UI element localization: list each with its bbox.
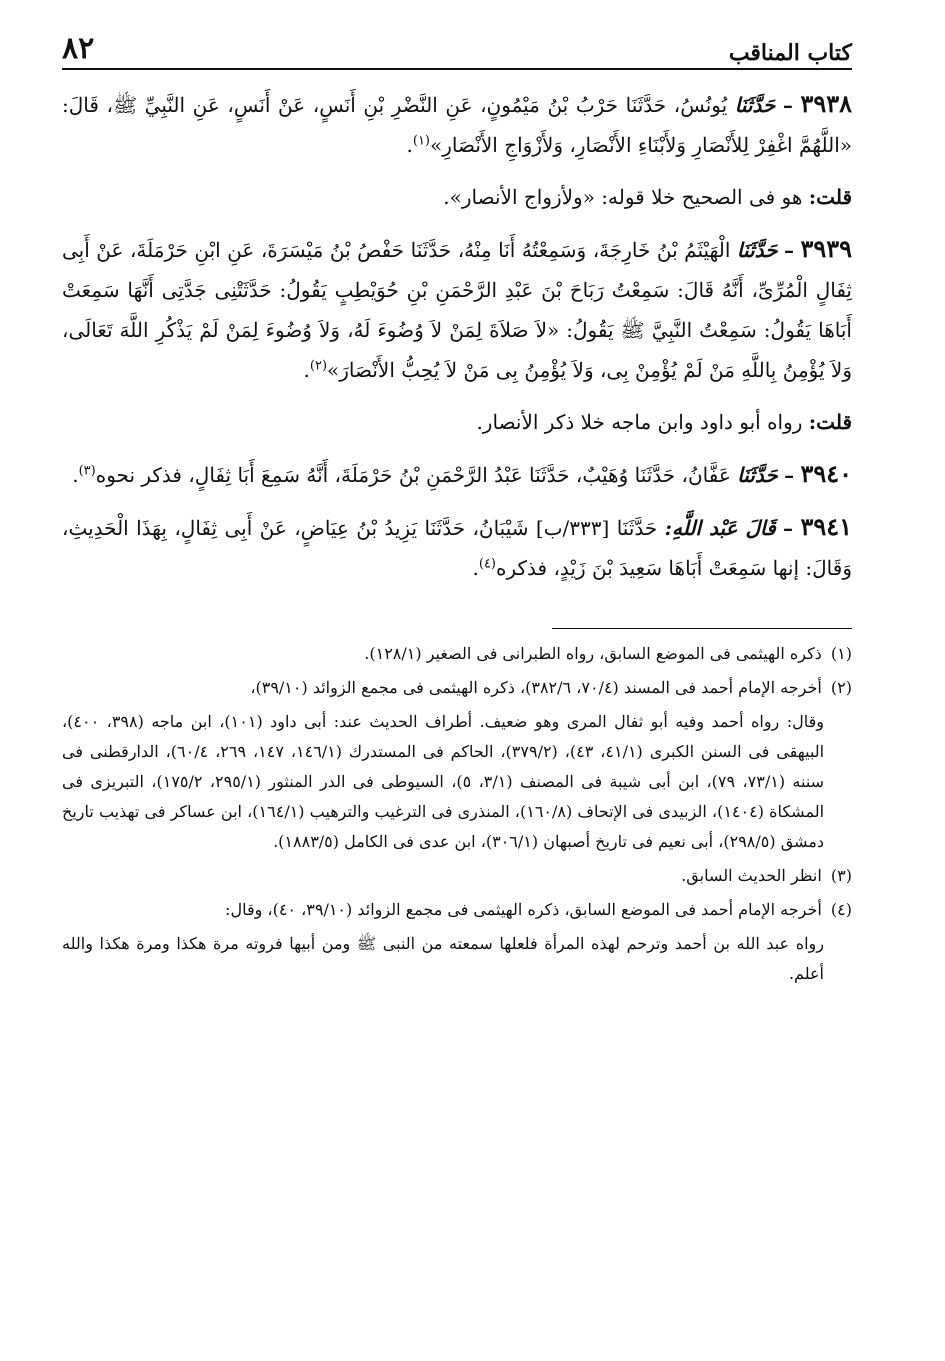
hadith-number: ٣٩٣٨ xyxy=(800,89,853,118)
page-number: ٨٢ xyxy=(62,31,95,66)
hadith-number: ٣٩٣٩ xyxy=(800,234,853,263)
hadith-end: . xyxy=(472,556,479,580)
hadith-dash: – xyxy=(784,463,795,487)
footnote-text: أخرجه الإمام أحمد فى الموضع السابق، ذكره الهيثمى فى مجمع الزوائد (٣٩/١٠، ٤٠)، وقال: xyxy=(225,900,822,919)
hadith-dash: – xyxy=(783,516,794,540)
hadith-text: يُونُسُ، حَدَّثَنَا حَرْبُ بْنُ مَيْمُونٍ، عَنِ النَّضْرِ بْنِ أَنَسٍ، عَنْ أَنَسٍ، عَنِ النَّبِيِّ ﷺ، قَالَ: «اللَّهُمَّ اغْفِرْ لِلأَنْصَارِ وَلأَبْنَاءِ الأَنْصَارِ، وَلأَزْوَاجِ الأَنْصَارِ» xyxy=(62,93,852,157)
footnote-separator xyxy=(552,628,852,629)
hadith-dash: – xyxy=(783,238,794,262)
note-label: قلت: xyxy=(808,185,852,209)
footnote-4 xyxy=(62,895,852,925)
page-header xyxy=(62,22,852,70)
main-text xyxy=(62,84,852,588)
footnote-2 xyxy=(62,673,852,703)
footnote-id: (٣) xyxy=(830,866,852,885)
footnote-3 xyxy=(62,861,852,891)
footnote-ref: (٣) xyxy=(78,463,96,479)
hadith-text: حَدَّثَنَا [٣٣٣/ب] شَيْبَانُ، حَدَّثَنَا يَزِيدُ بْنُ عِيَاضٍ، عَنْ أَبِى ثِفَالٍ، بِهَذَا الْحَدِيثِ، وَقَالَ: إنها سَمِعَتْ أَبَاهَا سَعِيدَ بْنَ زَيْدٍ، فذكره xyxy=(62,516,852,580)
hadith-lead: حَدَّثَنَا xyxy=(736,238,778,262)
footnote-ref: (٢) xyxy=(309,358,328,374)
hadith-text: عَفَّانُ، حَدَّثَنَا وُهَيْبٌ، حَدَّثَنَا عَبْدُ الرَّحْمَنِ بْنُ حَرْمَلَةَ، أَنَّهُ سَمِعَ أَبَا ثِفَالٍ، فذكر نحوه xyxy=(95,463,731,487)
book-title: كتاب المناقب xyxy=(728,40,852,66)
hadith-3941 xyxy=(62,507,852,588)
note-label: قلت: xyxy=(808,410,852,434)
hadith-end: . xyxy=(406,133,413,157)
hadith-end: . xyxy=(72,463,79,487)
hadith-text: الْهَيْثَمُ بْنُ خَارِجَةَ، وَسَمِعْتُهُ أَنَا مِنْهُ، حَدَّثَنَا حَفْصُ بْنُ مَيْسَرَةَ، عَنِ ابْنِ حَرْمَلَةَ، عَنْ أَبِى ثِفَالٍ الْمُرِّىِّ، أَنَّهُ قَالَ: سَمِعْتُ رَبَاحَ بْنَ عَبْدِ الرَّحْمَنِ بْنِ حُوَيْطِبٍ يَقُولُ: حَدَّثَتْنِى جَدَّتِى أَنَّهَا سَمِعَتْ أَبَاهَا يَقُولُ: سَمِعْتُ النَّبِيَّ ﷺ يَقُولُ: «لاَ صَلاَةَ لِمَنْ لاَ وُضُوءَ لَهُ، وَلاَ وُضُوءَ لِمَنْ لَمْ يَذْكُرِ اللَّهَ تَعَالَى، وَلاَ يُؤْمِنُ بِاللَّهِ مَنْ لَمْ يُؤْمِنْ بِى، وَلاَ يُؤْمِنُ بِى مَنْ لاَ يُحِبُّ الأَنْصَارَ» xyxy=(62,238,852,382)
hadith-number: ٣٩٤١ xyxy=(800,512,852,541)
hadith-3938 xyxy=(62,84,852,165)
footnote-2-continued: وقال: رواه أحمد وفيه أبو ثفال المرى وهو ضعيف. أطراف الحديث عند: أبى داود (١٠١)، ابن ماجه (٣٩٨، ٤٠٠)، البيهقى فى السنن الكبرى (٤١/١، ٤٣)، (٣٧٩/٢)، الحاكم فى المستدرك (١٤٦/١، ١٤٧، ٢٦٩، ٦٠/٤)، الدارقطنى فى سننه (٧٣/١، ٧٩)، ابن أبى شيبة فى المصنف (٣/١، ٥)، السيوطى فى الدر المنثور (٢٩٥/١، ١٧٥/٢)، التبريزى فى المشكاة (١٤٠٤)، الزبيدى فى الإتحاف (١٦٠/٨)، المنذرى فى الترغيب والترهيب (١٦٤/١)، ابن عساكر فى تهذيب تاريخ دمشق (٢٩٨/٥)، أبى نعيم فى تاريخ أصبهان (٣٠٦/١)، ابن عدى فى الكامل (١٨٨٣/٥). xyxy=(62,712,825,851)
footnote-ref: (١) xyxy=(412,133,430,149)
footnote-ref: (٤) xyxy=(478,556,496,572)
hadith-3940 xyxy=(62,454,852,495)
note-text: هو فى الصحيح خلا قوله: «ولأزواج الأنصار». xyxy=(443,185,803,209)
hadith-3939 xyxy=(62,229,852,390)
footnotes xyxy=(62,639,852,989)
note-3939 xyxy=(62,402,852,442)
book-page xyxy=(62,22,852,1342)
hadith-lead: حَدَّثَنَا xyxy=(737,463,778,487)
footnote-id: (١) xyxy=(830,644,852,663)
hadith-dash: – xyxy=(782,93,793,117)
hadith-end: . xyxy=(303,358,310,382)
footnote-id: (٢) xyxy=(830,678,852,697)
footnote-1 xyxy=(62,639,852,669)
hadith-lead: قَالَ عَبْد اللَّهِ: xyxy=(664,516,776,540)
note-3938 xyxy=(62,177,852,217)
hadith-lead: حَدَّثَنَا xyxy=(734,93,776,117)
footnote-text: أخرجه الإمام أحمد فى المسند (٧٠/٤، ٣٨٢/٦)، ذكره الهيثمى فى مجمع الزوائد (٣٩/١٠)، xyxy=(250,678,822,697)
hadith-number: ٣٩٤٠ xyxy=(800,459,852,488)
footnote-text: انظر الحديث السابق. xyxy=(681,866,822,885)
footnote-id: (٤) xyxy=(830,900,852,919)
note-text: رواه أبو داود وابن ماجه خلا ذكر الأنصار. xyxy=(476,410,803,434)
footnote-text: ذكره الهيثمى فى الموضع السابق، رواه الطبرانى فى الصغير (١٢٨/١). xyxy=(364,644,822,663)
footnote-4-continued: رواه عبد الله بن أحمد وترحم لهذه المرأة فلعلها سمعته من النبى ﷺ ومن أبيها فروته مرة هكذا ومرة هكذا والله أعلم. xyxy=(62,934,825,983)
